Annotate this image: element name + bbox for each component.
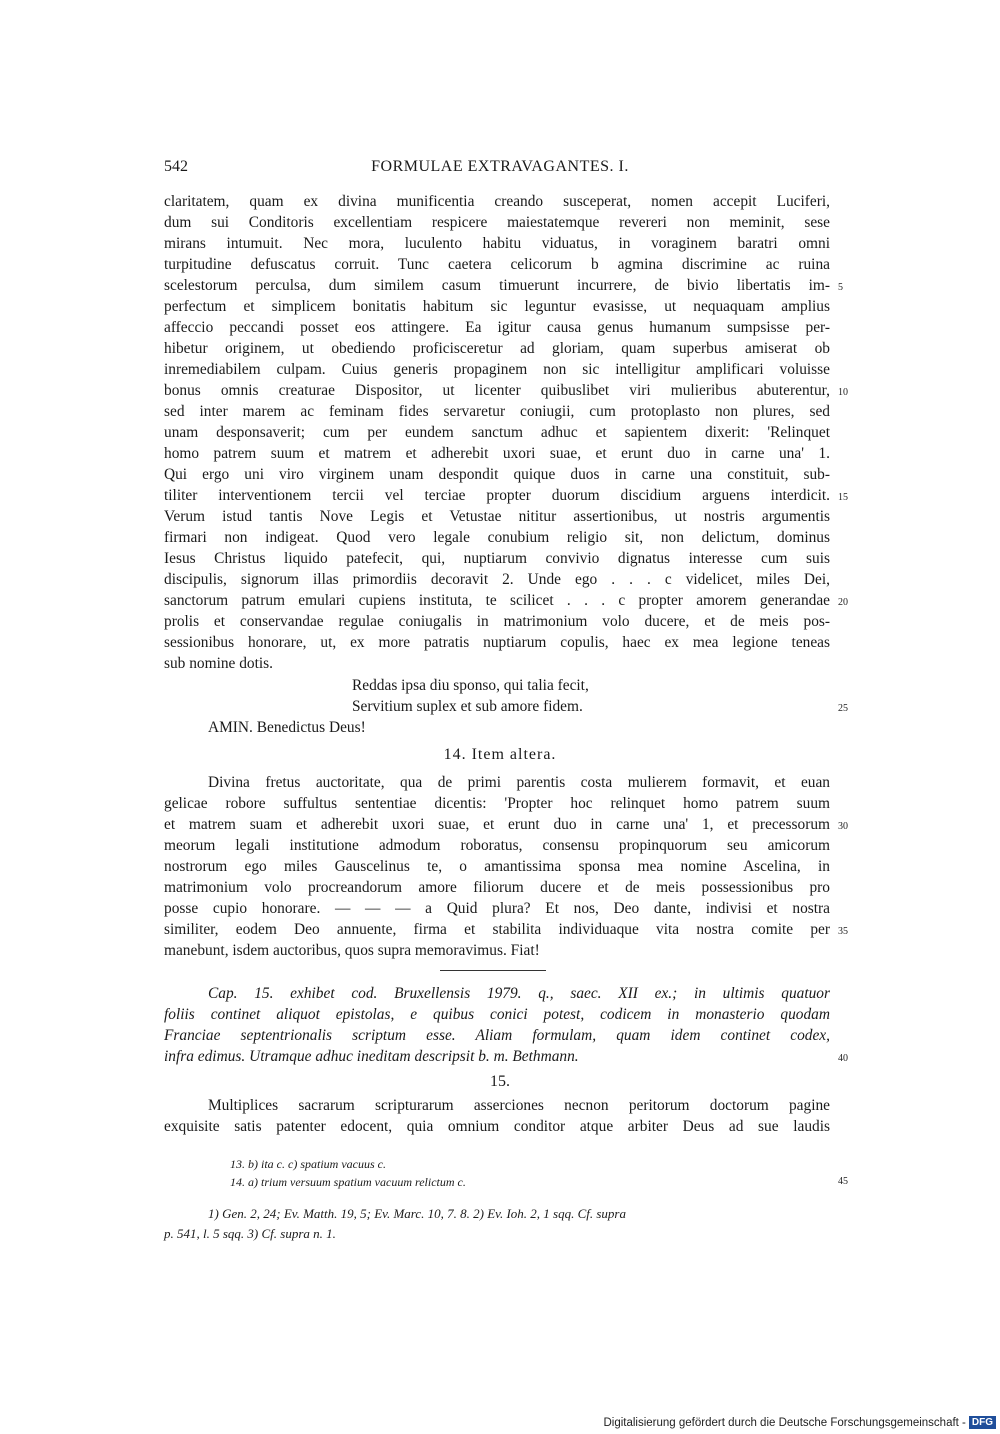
text-line: mirans intumuit. Nec mora, luculento habitu viduatus, in voraginem baratri omni (164, 235, 830, 252)
verse-line: Servitium suplex et sub amore fidem. (352, 698, 583, 715)
note-line: foliis continet aliquot epistolas, e quibus conici potest, codicem in monasterio quodam (164, 1006, 830, 1023)
line-number: 20 (838, 597, 848, 608)
text-line: exquisite satis patenter edocent, quia omnium conditor atque arbiter Deus ad sue laudis (164, 1118, 830, 1135)
line-number: 5 (838, 282, 843, 293)
note-line: Cap. 15. exhibet cod. Bruxellensis 1979. q., saec. XII ex.; in ultimis quatuor (208, 985, 830, 1002)
text-line: et matrem suam et adherebit uxori suae, et erunt duo in carne una' 1, et precessorum (164, 816, 830, 833)
text-line: Multiplices sacrarum scripturarum asserciones necnon peritorum doctorum pagine (208, 1097, 830, 1114)
verse-line: Reddas ipsa diu sponso, qui talia fecit, (352, 677, 589, 694)
text-line: matrimonium volo procreandorum amore filiorum ducere et de meis possessionibus pro (164, 879, 830, 896)
apparatus-line: 14. a) trium versuum spatium vacuum relictum c. (230, 1175, 466, 1189)
text-line: sed inter marem ac feminam fides servaretur coniugii, cum protoplasto non plures, sed (164, 403, 830, 420)
text-line: dum sui Conditoris excellentiam respicere maiestatemque revereri non meminit, sese (164, 214, 830, 231)
text-line: Iesus Christus liquido patefecit, qui, nuptiarum convivio dignatus interesse cum suis (164, 550, 830, 567)
text-line: similiter, eodem Deo annuente, firma et stabilita individuaque vita nostra comite per (164, 921, 830, 938)
page-number: 542 (164, 158, 188, 175)
section-heading: 15. (490, 1073, 510, 1090)
line-number: 10 (838, 387, 848, 398)
dfg-logo: DFG (969, 1416, 996, 1429)
closing-formula: AMIN. Benedictus Deus! (208, 719, 366, 736)
text-line: claritatem, quam ex divina munificentia creando susceperat, nomen accepit Luciferi, (164, 193, 830, 210)
line-number: 45 (838, 1176, 848, 1187)
text-line: inremediabilem culpam. Cuius generis propaginem non sic intelligitur amplificari voluisse (164, 361, 830, 378)
section-heading: 14. Item altera. (443, 746, 557, 763)
text-line: sub nomine dotis. (164, 655, 274, 672)
text-line: tiliter interventionem tercii vel terciae propter duorum discidium arguens interdicit. (164, 487, 830, 504)
text-line: firmari non indigeat. Quod vero legale conubium religio sit, non delictum, dominus (164, 529, 830, 546)
text-line: homo patrem suum et matrem et adherebit uxori suae, et erunt duo in carne una' 1. (164, 445, 830, 462)
text-line: discipulis, signorum illas primordiis decoravit 2. Unde ego . . . c videlicet, miles Dei, (164, 571, 830, 588)
text-line: meorum legali institutione admodum roboratus, consensu propinquorum seu amicorum (164, 837, 830, 854)
text-line: nostrorum ego miles Gauscelinus te, o amantissima sponsa mea nomine Ascelina, in (164, 858, 830, 875)
text-line: Qui ergo uni viro virginem unam despondit quique duos in carne una constituit, sub- (164, 466, 830, 483)
text-line: Divina fretus auctoritate, qua de primi parentis costa mulierem formavit, et euan (208, 774, 830, 791)
footnote-line: 1) Gen. 2, 24; Ev. Matth. 19, 5; Ev. Marc. 10, 7. 8. 2) Ev. Ioh. 2, 1 sqq. Cf. supra (208, 1206, 626, 1221)
credit-text: Digitalisierung gefördert durch die Deutsche Forschungsgemeinschaft - (603, 1416, 966, 1429)
line-number: 25 (838, 703, 848, 714)
text-line: scelestorum perculsa, dum similem casum timuerunt incurrere, de bivio libertatis im- (164, 277, 830, 294)
text-line: posse cupio honorare. — — — a Quid plura? Et nos, Deo dante, indivisi et nostra (164, 900, 830, 917)
digitization-credit (603, 1416, 996, 1429)
line-number: 15 (838, 492, 848, 503)
note-line: Franciae septentrionalis scriptum esse. Aliam formulam, quam idem continet codex, (164, 1027, 830, 1044)
line-number: 40 (838, 1053, 848, 1064)
apparatus-line: 13. b) ita c. c) spatium vacuus c. (230, 1157, 386, 1171)
text-line: Verum istud tantis Nove Legis et Vetustae nititur assertionibus, ut nostris argumentis (164, 508, 830, 525)
text-line: turpitudine defuscatus corruit. Tunc caetera celicorum b agmina discrimine ac ruina (164, 256, 830, 273)
text-line: prolis et conservandae regulae coniugalis in matrimonium volo ducere, et de meis pos- (164, 613, 830, 630)
line-number: 35 (838, 926, 848, 937)
text-line: sanctorum patrum emulari cupiens instituta, te scilicet . . . c propter amorem generandae (164, 592, 830, 609)
note-line: infra edimus. Utramque adhuc ineditam descripsit b. m. Bethmann. (164, 1048, 579, 1065)
text-line: unam desponsaverit; cum per eundem sanctum adhuc et sapientem dixerit: 'Relinquet (164, 424, 830, 441)
text-line: bonus omnis creaturae Dispositor, ut licenter quibuslibet viri mulieribus abuterentur, (164, 382, 830, 399)
text-line: perfectum et simplicem bonitatis habitum sic leguntur evasisse, ut nequaquam amplius (164, 298, 830, 315)
section-divider (440, 970, 546, 971)
running-title: FORMULAE EXTRAVAGANTES. I. (371, 158, 629, 175)
text-line: sessionibus honorare, ut, ex more patratis nuptiarum copulis, haec ex mea legione teneas (164, 634, 830, 651)
text-line: manebunt, isdem auctoribus, quos supra memoravimus. Fiat! (164, 942, 540, 959)
text-line: hibetur originem, ut obediendo proficisceretur ad gloriam, quam superbus amiserat ob (164, 340, 830, 357)
text-line: affeccio peccandi posset eos attingere. Ea igitur causa genus humanum sumpsisse per- (164, 319, 830, 336)
footnote-line: p. 541, l. 5 sqq. 3) Cf. supra n. 1. (164, 1226, 336, 1241)
text-line: gelicae robore suffultus sententiae dicentis: 'Propter hoc relinquet homo patrem suum (164, 795, 830, 812)
line-number: 30 (838, 821, 848, 832)
